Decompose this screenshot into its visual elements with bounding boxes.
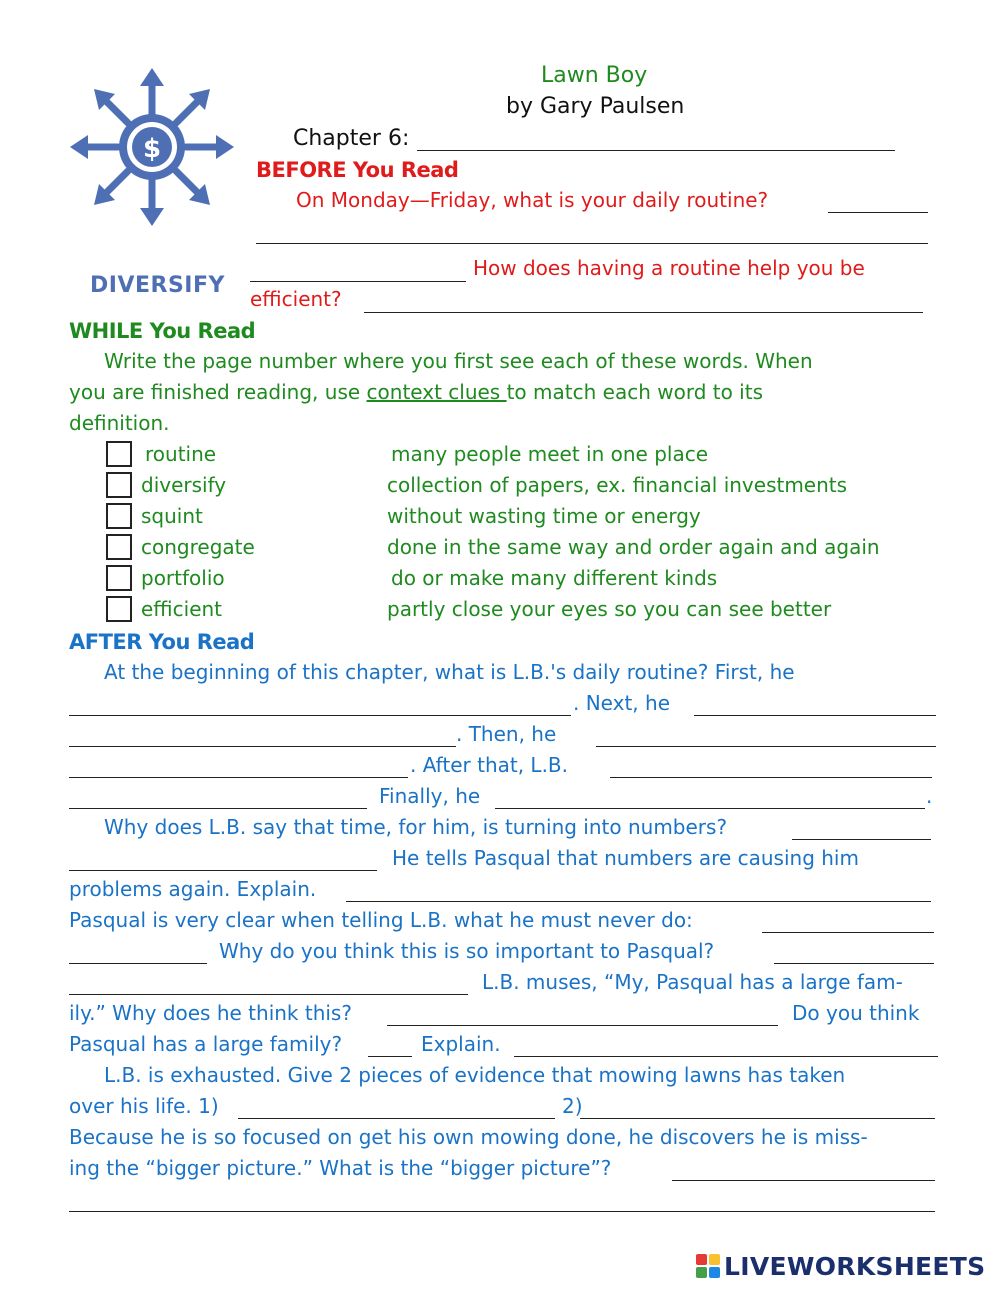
answer-blank[interactable] [774,963,934,964]
answer-blank[interactable] [238,1118,555,1119]
after-question: Explain. [421,1032,501,1056]
answer-blank[interactable] [387,1025,778,1026]
vocab-word: squint [141,504,203,528]
after-question: Because he is so focused on get his own mowing done, he discovers he is miss- [69,1125,868,1149]
answer-blank[interactable] [672,1180,935,1181]
while-instructions [69,380,763,404]
instr-text: to match each word to its [506,380,763,404]
answer-blank[interactable] [69,746,456,747]
after-question: He tells Pasqual that numbers are causing him [392,846,859,870]
page-number-box[interactable] [106,596,132,622]
vocab-definition: do or make many different kinds [391,566,718,590]
page-number-box[interactable] [106,503,132,529]
answer-blank[interactable] [69,1211,935,1212]
vocab-word: routine [145,442,217,466]
brand-text: LIVEWORKSHEETS [724,1251,986,1281]
instr-text: you are finished reading, use [69,380,367,404]
answer-blank[interactable] [69,870,377,871]
page-number-box[interactable] [106,441,132,467]
after-question: over his life. 1) [69,1094,219,1118]
after-text: . After that, L.B. [410,753,569,777]
while-instructions: Write the page number where you first see each of these words. When [104,349,813,373]
after-question: Why do you think this is so important to Pasqual? [219,939,715,963]
vocab-definition: without wasting time or energy [387,504,701,528]
vocab-definition: partly close your eyes so you can see better [387,597,832,621]
after-heading: AFTER You Read [69,630,255,654]
book-title: Lawn Boy [541,63,648,88]
answer-blank[interactable] [580,1118,935,1119]
logo-word: DIVERSIFY [90,273,225,298]
after-question: ing the “bigger picture.” What is the “bigger picture”? [69,1156,612,1180]
after-question: Pasqual has a large family? [69,1032,343,1056]
answer-blank[interactable] [762,932,934,933]
dollar-arrows-icon [66,64,238,230]
vocab-definition: collection of papers, ex. financial investments [387,473,848,497]
page-number-box[interactable] [106,534,132,560]
answer-blank[interactable] [256,243,928,244]
vocab-word: diversify [141,473,227,497]
liveworksheets-icon [696,1254,720,1278]
context-clues-link: context clues [366,380,507,404]
after-question: L.B. muses, “My, Pasqual has a large fam- [482,970,903,994]
after-question: ily.” Why does he think this? [69,1001,352,1025]
answer-blank[interactable] [514,1056,938,1057]
answer-blank[interactable] [69,808,367,809]
answer-blank[interactable] [368,1056,412,1057]
before-question-1: On Monday—Friday, what is your daily routine? [296,188,769,212]
while-instructions: definition. [69,411,170,435]
after-text: Finally, he [379,784,481,808]
answer-blank[interactable] [828,212,928,213]
vocab-definition: done in the same way and order again and again [387,535,880,559]
answer-blank[interactable] [495,808,925,809]
after-question: Why does L.B. say that time, for him, is turning into numbers? [104,815,728,839]
before-question-2-cont: efficient? [250,287,342,311]
page-number-box[interactable] [106,472,132,498]
author: by Gary Paulsen [506,94,685,119]
answer-blank[interactable] [69,963,207,964]
vocab-definition: many people meet in one place [391,442,709,466]
liveworksheets-logo [696,1250,985,1282]
answer-blank[interactable] [69,994,468,995]
chapter-label: Chapter 6: [293,126,410,151]
vocab-word: efficient [141,597,223,621]
before-heading: BEFORE You Read [256,158,459,182]
answer-blank[interactable] [792,839,931,840]
before-question-2: How does having a routine help you be [473,256,865,280]
answer-blank[interactable] [250,281,466,282]
while-heading: WHILE You Read [69,319,256,343]
after-question: At the beginning of this chapter, what is L.B.'s daily routine? First, he [104,660,795,684]
after-text: . Then, he [456,722,557,746]
chapter-blank[interactable] [417,150,895,151]
after-question: problems again. Explain. [69,877,317,901]
after-text: . Next, he [573,691,671,715]
answer-blank[interactable] [610,777,932,778]
answer-blank[interactable] [69,715,571,716]
answer-blank[interactable] [596,746,936,747]
answer-blank[interactable] [364,312,923,313]
answer-blank[interactable] [346,901,931,902]
after-text: . [926,784,933,808]
after-question: L.B. is exhausted. Give 2 pieces of evidence that mowing lawns has taken [104,1063,846,1087]
svg-text:$: $ [142,134,162,164]
answer-blank[interactable] [694,715,936,716]
vocab-word: portfolio [141,566,225,590]
after-question: Pasqual is very clear when telling L.B. what he must never do: [69,908,693,932]
answer-blank[interactable] [69,777,408,778]
page-number-box[interactable] [106,565,132,591]
vocab-word: congregate [141,535,255,559]
after-question: 2) [562,1094,583,1118]
after-question: Do you think [792,1001,920,1025]
